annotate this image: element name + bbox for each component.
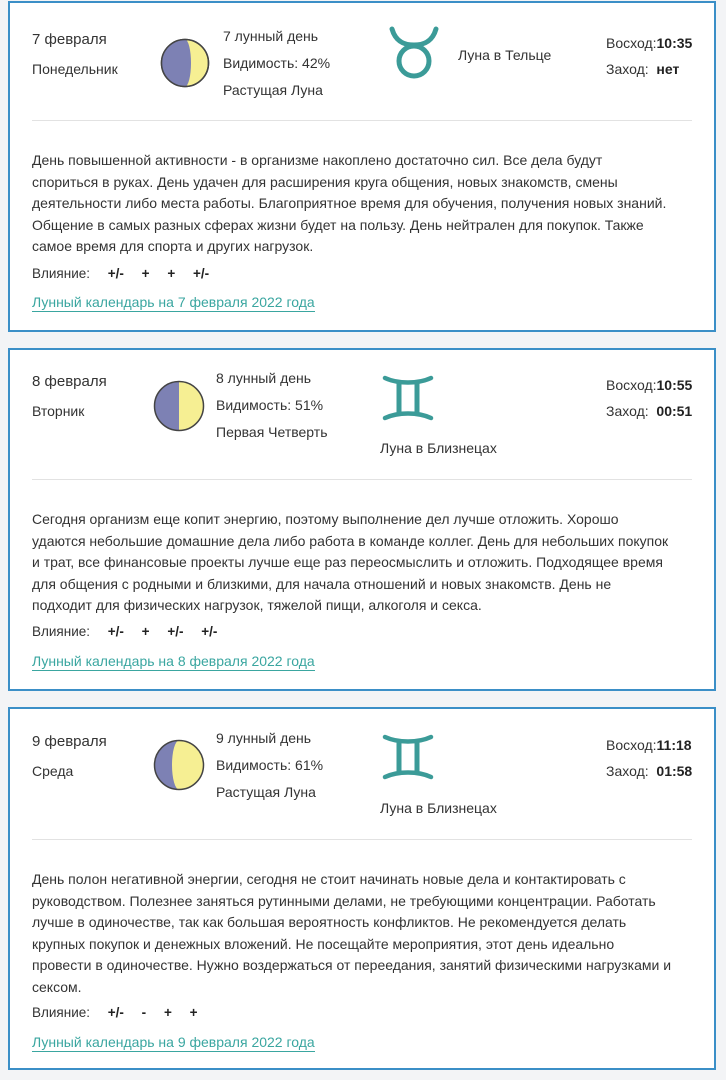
visibility: Видимость: 61% xyxy=(216,757,324,773)
moonrise: Восход:10:55 xyxy=(606,377,693,393)
moonrise: Восход:11:18 xyxy=(606,737,692,753)
day-weekday: Среда xyxy=(32,763,74,779)
moon-phase: Растущая Луна xyxy=(223,82,323,98)
visibility: Видимость: 42% xyxy=(223,55,331,71)
influence-mark: + xyxy=(141,624,150,639)
moonset: Заход: 00:51 xyxy=(606,403,693,419)
influence-mark: +/- xyxy=(167,624,184,639)
gemini-icon xyxy=(382,374,434,422)
zodiac-sign: Луна в Тельце xyxy=(458,47,552,63)
day-description: Сегодня организм еще копит энергию, поэтому выполнение дел лучше отложить. Хорошо удаются небольшие домашние дела либо работа в команде коллег. День для небольших покупок и трат, все финансовые проекты лучше еще раз переосмыслить и отложить. Подходящее время для общения с родными и близкими, для начала отношений и новых знакомств. День не подходит для физических нагрузок, тяжелой пищи, алкоголя и секса. xyxy=(32,511,669,613)
day-date: 9 февраля xyxy=(32,733,107,750)
day-card xyxy=(8,707,716,1070)
divider xyxy=(32,479,692,480)
calendar-link[interactable]: Лунный календарь на 9 февраля 2022 года xyxy=(32,1034,315,1050)
influence-mark: + xyxy=(189,1005,198,1020)
moon-phase-icon xyxy=(153,380,205,432)
calendar-link[interactable]: Лунный календарь на 7 февраля 2022 года xyxy=(32,294,315,310)
calendar-link[interactable]: Лунный календарь на 8 февраля 2022 года xyxy=(32,653,315,669)
day-weekday: Вторник xyxy=(32,403,85,419)
day-card xyxy=(8,1,716,332)
divider xyxy=(32,839,692,840)
taurus-icon xyxy=(388,25,440,81)
moonrise: Восход:10:35 xyxy=(606,35,693,51)
moon-phase-icon xyxy=(160,38,210,88)
day-date: 8 февраля xyxy=(32,373,107,390)
day-card xyxy=(8,348,716,691)
influence-mark: + xyxy=(163,1005,172,1020)
influence-mark: +/- xyxy=(107,266,124,281)
moonset: Заход: нет xyxy=(606,61,680,77)
visibility: Видимость: 51% xyxy=(216,397,324,413)
influence-mark: +/- xyxy=(192,266,210,281)
moonset: Заход: 01:58 xyxy=(606,763,693,779)
influence: Влияние: +/- - + + xyxy=(32,1005,198,1020)
influence-mark: + xyxy=(141,266,150,281)
lunar-day: 7 лунный день xyxy=(223,28,319,44)
lunar-day: 9 лунный день xyxy=(216,730,312,746)
day-description: День полон негативной энергии, сегодня не стоит начинать новые дела и контактировать с руководством. Полезнее заняться рутинными делами, не требующими концентрации. Работать лучше в одиночестве, так как большая вероятность конфликтов. Не рекомендуется делать крупных покупок и денежных вложений. Не посещайте мероприятия, этот день идеально провести в одиночестве. Нужно воздержаться от переедания, занятий физическими нагрузками и сексом. xyxy=(32,871,672,995)
moon-phase: Первая Четверть xyxy=(216,424,328,440)
gemini-icon xyxy=(382,733,434,781)
day-date: 7 февраля xyxy=(32,31,107,48)
moon-phase-icon xyxy=(153,739,205,791)
influence: Влияние: +/- + + +/- xyxy=(32,266,210,281)
divider xyxy=(32,120,692,121)
influence-mark: +/- xyxy=(107,624,124,639)
lunar-day: 8 лунный день xyxy=(216,370,312,386)
zodiac-sign: Луна в Близнецах xyxy=(380,800,497,816)
influence-mark: + xyxy=(167,266,176,281)
influence-mark: +/- xyxy=(201,624,218,639)
day-description: День повышенной активности - в организме накоплено достаточно сил. Все дела будут спориться в руках. День удачен для расширения круга общения, новых знакомств, смены деятельности либо места работы. Благоприятное время для обучения, получения новых знаний. Общение в самых разных сферах жизни будет на пользу. День нейтрален для покупок. Также самое время для спорта и других нагрузок. xyxy=(32,152,667,254)
influence-mark: - xyxy=(141,1005,147,1020)
zodiac-sign: Луна в Близнецах xyxy=(380,440,497,456)
day-weekday: Понедельник xyxy=(32,61,118,77)
influence-mark: +/- xyxy=(107,1005,124,1020)
moon-phase: Растущая Луна xyxy=(216,784,316,800)
influence: Влияние: +/- + +/- +/- xyxy=(32,624,218,639)
